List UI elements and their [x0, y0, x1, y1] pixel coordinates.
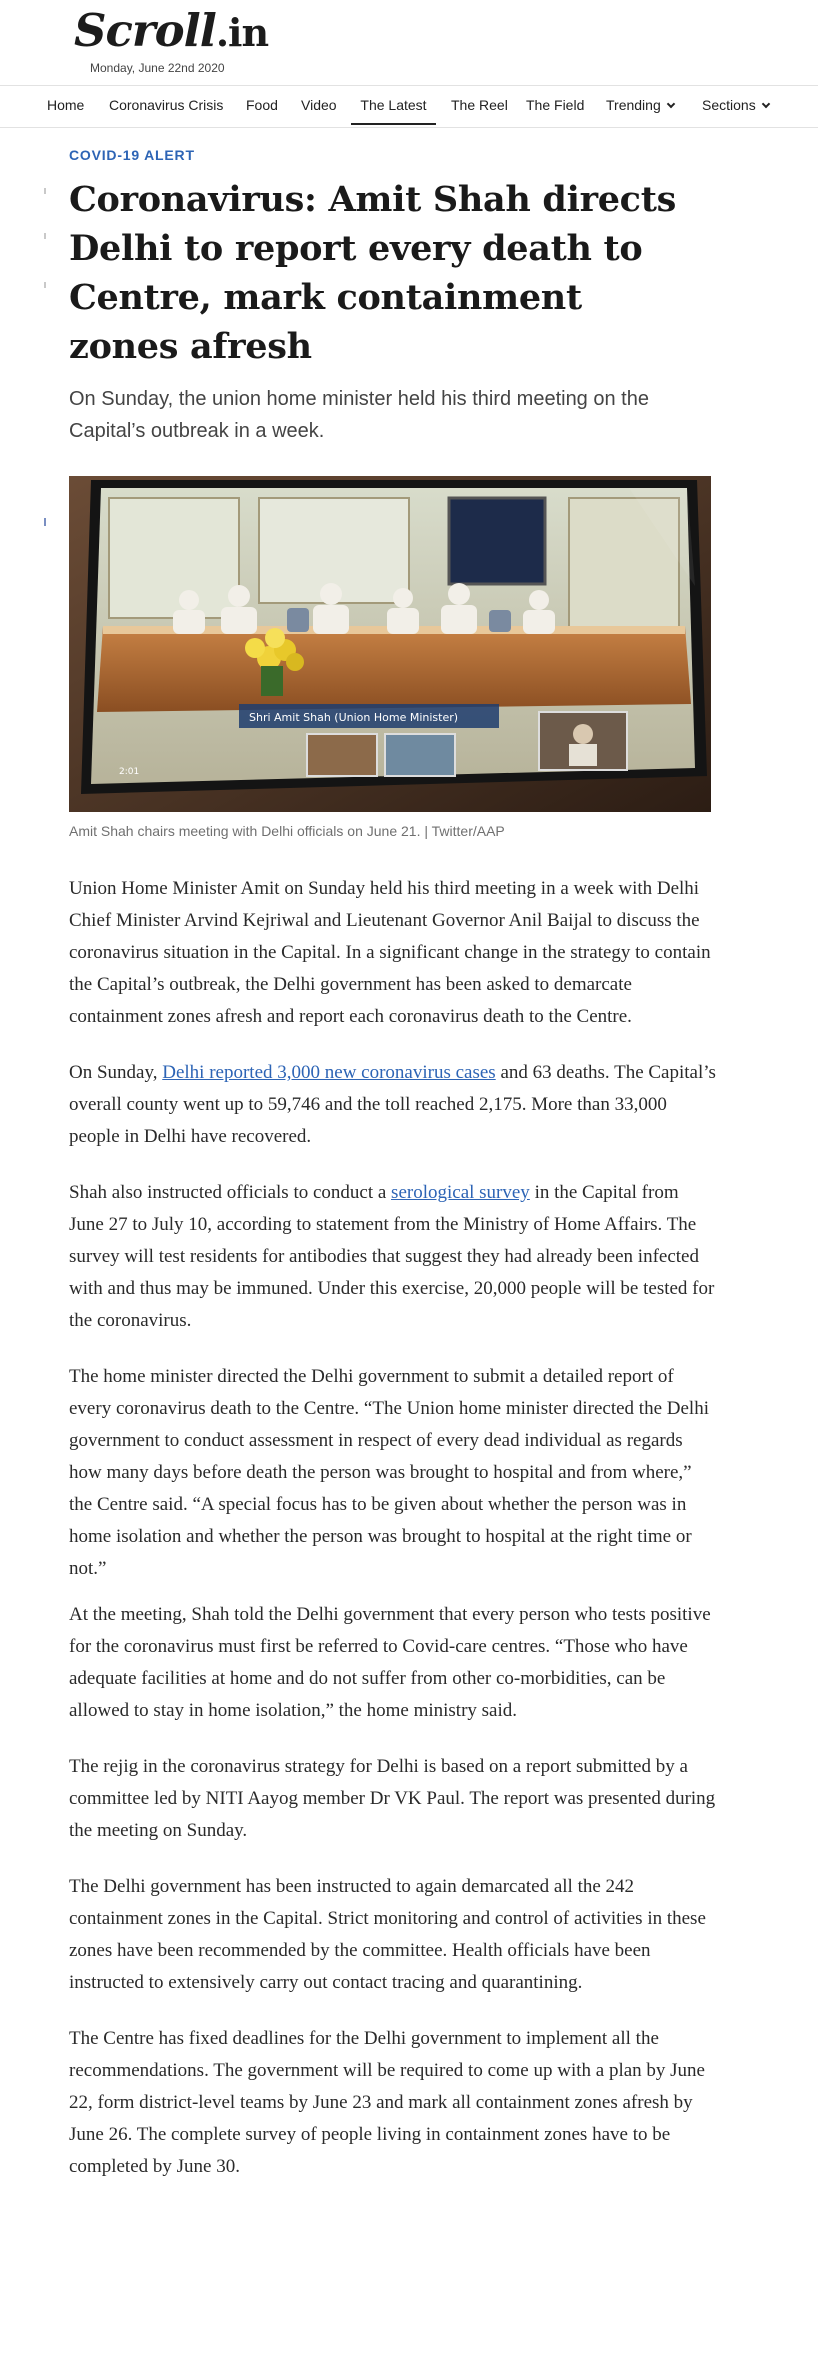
- article-paragraph: [69, 1177, 717, 1337]
- header-date: Monday, June 22nd 2020: [90, 61, 225, 75]
- nav-item-food[interactable]: [246, 97, 278, 113]
- site-logo[interactable]: [74, 4, 268, 57]
- article-paragraph: The home minister directed the Delhi government to submit a detailed report of every coronavirus death to the Centre. “The Union home minister directed the Delhi government to conduct assessment in respect of every dead individual as regards how many days before death the person was brought to hospital and from where,” the Centre said. “A special focus has to be given about whether the person was in home isolation and whether the person was brought to hospital at the right time or not.”: [69, 1366, 709, 1579]
- article-paragraph: Union Home Minister Amit on Sunday held his third meeting in a week with Delhi Chief Minister Arvind Kejriwal and Lieutenant Governor Anil Baijal to discuss the coronavirus situation in the Capital. In a significant change in the strategy to contain the Capital’s outbreak, the Delhi government has been asked to demarcate containment zones afresh and report each coronavirus death to the Centre.: [69, 878, 711, 1027]
- logo-suffix: .in: [215, 10, 269, 55]
- article-paragraph: The Centre has fixed deadlines for the Delhi government to implement all the recommendations. The government will be required to come up with a plan by June 22, form district-level teams by June 23 and mark all containment zones afresh by June 26. The complete survey of people living in containment zones have to be completed by June 30.: [69, 2028, 705, 2177]
- article-headline: Coronavirus: Amit Shah directs Delhi to report every death to Centre, mark containment zones afresh: [69, 179, 676, 367]
- paragraph-text: in the Capital from June 27 to July 10, according to statement from the Ministry of Home Affairs. The survey will test residents for antibodies that suggest they had already been infected with and thus may be immuned. Under this exercise, 20,000 people will be tested for the coronavirus.: [69, 1182, 715, 1331]
- nav-item-trending[interactable]: [606, 97, 674, 113]
- lead-photo: [69, 476, 711, 812]
- paragraph-text: Shah also instructed officials to conduct a: [69, 1182, 392, 1203]
- nav-item-label: Home: [47, 97, 85, 113]
- nav-item-sections[interactable]: [702, 97, 769, 113]
- margin-mark: [44, 233, 46, 239]
- nav-item-label: Video: [301, 97, 337, 113]
- article-paragraph: [69, 1057, 717, 1153]
- nav-item-the-reel[interactable]: [451, 97, 508, 113]
- masthead: [0, 0, 818, 86]
- nav-item-coronavirus-crisis[interactable]: [109, 97, 223, 113]
- nav-item-video[interactable]: [301, 97, 337, 113]
- nav-item-label: The Latest: [360, 97, 427, 113]
- chevron-down-icon: [667, 100, 675, 108]
- article-paragraph: At the meeting, Shah told the Delhi government that every person who tests positive for the coronavirus must first be referred to Covid-care centres. “Those who have adequate facilities at home and do not suffer from other co-morbidities, can be allowed to stay in home isolation,” the home ministry said.: [69, 1604, 711, 1721]
- tv-caption-text: Shri Amit Shah (Union Home Minister): [249, 711, 459, 724]
- paragraph-text: and 63 deaths. The Capital’s overall county went up to 59,746 and the toll reached 2,175. More than 33,000 people in Delhi have recovered.: [69, 1062, 716, 1147]
- nav-item-home[interactable]: [47, 97, 84, 113]
- serological-survey-link[interactable]: serological survey: [391, 1182, 530, 1203]
- main-nav: [0, 86, 818, 128]
- article-body: [69, 873, 717, 2207]
- nav-item-label: The Field: [526, 97, 585, 113]
- photo-caption: Amit Shah chairs meeting with Delhi officials on June 21. | Twitter/AAP: [69, 823, 505, 839]
- nav-item-label: Sections: [702, 97, 756, 113]
- logo-text: Scroll: [74, 4, 216, 57]
- chevron-down-icon: [761, 100, 769, 108]
- article-standfirst: On Sunday, the union home minister held his third meeting on the Capital’s outbreak in a week.: [69, 388, 649, 442]
- nav-item-the-field[interactable]: [526, 97, 584, 113]
- nav-item-the-latest[interactable]: [351, 97, 436, 125]
- margin-mark: [44, 188, 46, 194]
- tv-time-text: 2:01: [119, 767, 140, 777]
- margin-mark: [44, 282, 46, 288]
- article-paragraph: The rejig in the coronavirus strategy for Delhi is based on a report submitted by a committee led by NITI Aayog member Dr VK Paul. The report was presented during the meeting on Sunday.: [69, 1756, 716, 1841]
- article-kicker[interactable]: COVID-19 ALERT: [69, 147, 195, 163]
- margin-mark: [44, 518, 46, 526]
- nav-item-label: Food: [246, 97, 278, 113]
- article-paragraph: The Delhi government has been instructed to again demarcated all the 242 containment zones in the Capital. Strict monitoring and control of activities in these zones have been recommended by the committee. Health officials have been instructed to extensively carry out contact tracing and quarantining.: [69, 1876, 706, 1993]
- paragraph-text: On Sunday,: [69, 1062, 163, 1083]
- nav-item-label: Coronavirus Crisis: [109, 97, 224, 113]
- meeting-photo-illustration: [69, 476, 711, 812]
- nav-item-label: The Reel: [451, 97, 508, 113]
- nav-item-label: Trending: [606, 97, 661, 113]
- delhi-cases-link[interactable]: Delhi reported 3,000 new coronavirus cases: [162, 1062, 496, 1083]
